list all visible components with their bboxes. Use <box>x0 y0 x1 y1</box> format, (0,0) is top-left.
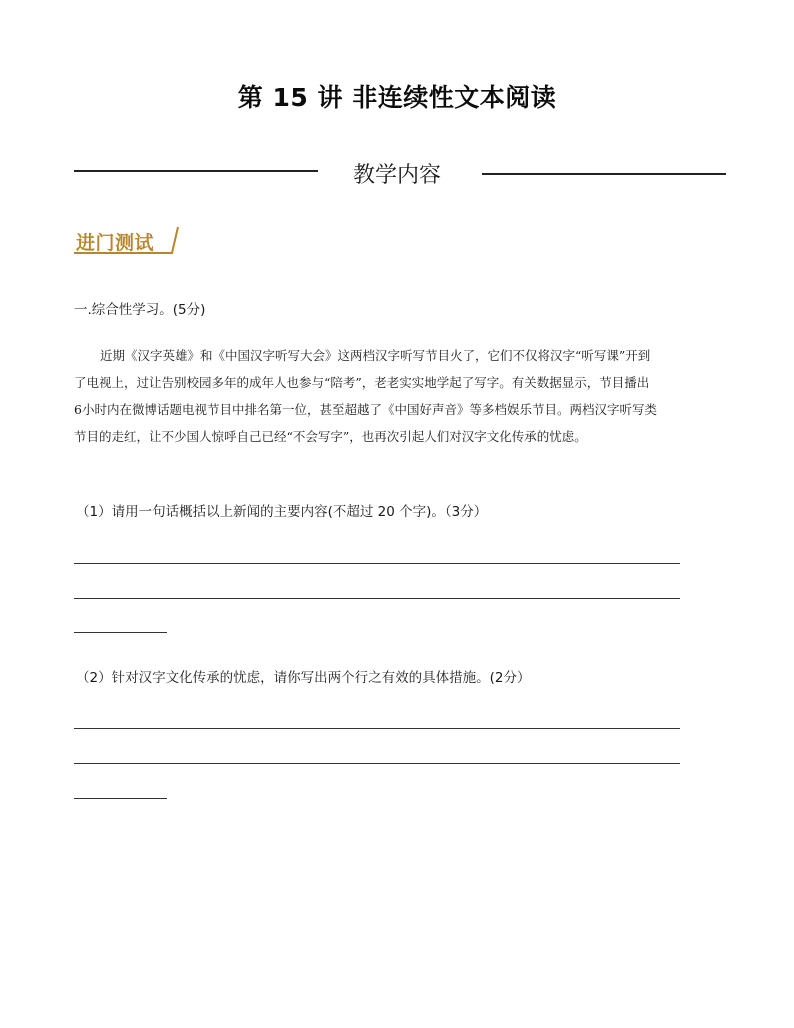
sub-question-1: （1）请用一句话概括以上新闻的主要内容(不超过 20 个字)。（3分） <box>76 504 488 520</box>
passage-line: 节目的走红，让不少国人惊呼自己已经“不会写字”，也再次引起人们对汉字文化传承的忧虑。 <box>74 429 587 444</box>
answer-line[interactable] <box>74 563 680 564</box>
question-heading: 一.综合性学习。(5分) <box>74 302 206 318</box>
passage-line: 6小时内在微博话题电视节目中排名第一位，甚至超越了《中国好声音》等多档娱乐节目。两档汉字听写类 <box>74 402 657 417</box>
answer-line[interactable] <box>74 632 167 633</box>
answer-line[interactable] <box>74 728 680 729</box>
section-banner <box>72 225 180 255</box>
heading-rule-right <box>482 173 726 175</box>
passage-line: 近期《汉字英雄》和《中国汉字听写大会》这两档汉字听写节目火了，它们不仅将汉字“听写课”开到 <box>100 348 651 363</box>
banner-label: 进门测试 <box>76 232 155 254</box>
section-heading: 教学内容 <box>352 163 441 188</box>
answer-line[interactable] <box>74 763 680 764</box>
page-title: 第 15 讲 非连续性文本阅读 <box>237 83 557 112</box>
answer-line[interactable] <box>74 798 167 799</box>
passage-line: 了电视上，过让告别校园多年的成年人也参与“陪考”，老老实实地学起了写字。有关数据显示，节目播出 <box>74 375 650 390</box>
sub-question-2: （2）针对汉字文化传承的忧虑，请你写出两个行之有效的具体措施。(2分） <box>76 670 531 686</box>
answer-line[interactable] <box>74 598 680 599</box>
passage <box>74 342 722 450</box>
